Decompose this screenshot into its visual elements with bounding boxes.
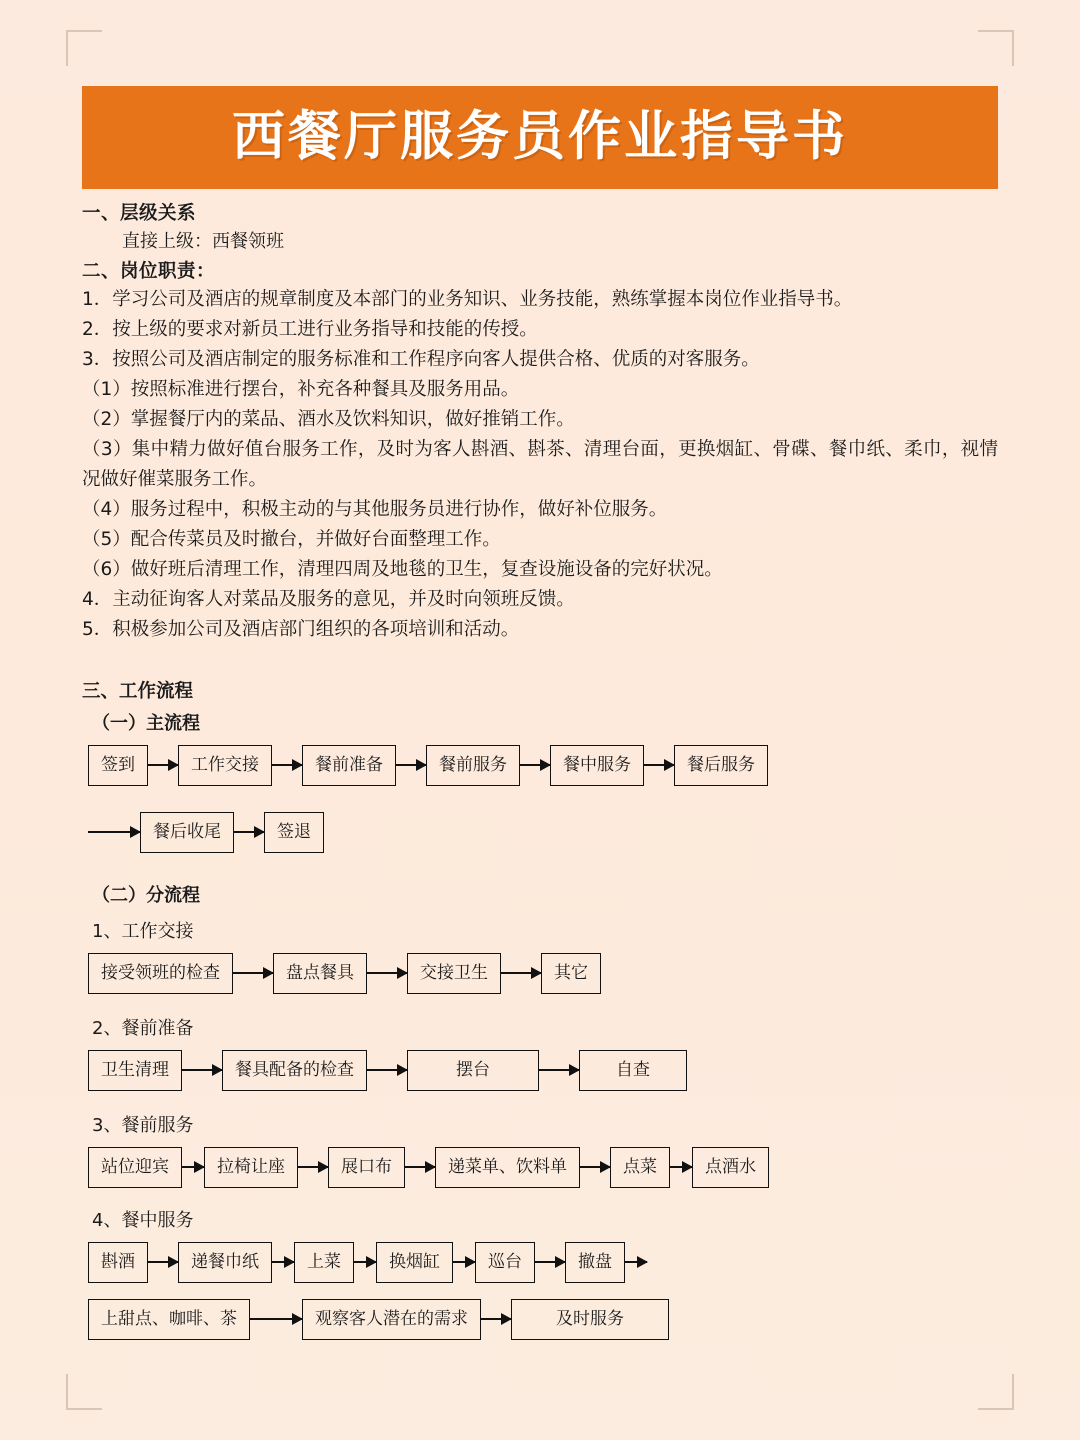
duty-item: 4．主动征询客人对菜品及服务的意见，并及时向领班反馈。	[82, 588, 575, 610]
arrow-icon	[535, 1261, 565, 1263]
flow-box[interactable]: 换烟缸	[376, 1242, 453, 1283]
document-content	[82, 86, 998, 1340]
arrow-icon	[481, 1318, 511, 1320]
crop-mark-top-right	[978, 30, 1014, 66]
sub-flow-label-handover: 1、工作交接	[92, 920, 194, 942]
flow-box[interactable]: 接受领班的检查	[88, 953, 233, 994]
flow-box[interactable]: 自查	[579, 1050, 687, 1091]
duty-item: （2）掌握餐厅内的菜品、酒水及饮料知识，做好推销工作。	[82, 408, 575, 430]
flow-box[interactable]: 盘点餐具	[273, 953, 367, 994]
flow-box[interactable]: 站位迎宾	[88, 1147, 182, 1188]
arrow-icon	[644, 764, 674, 766]
flow-box[interactable]: 其它	[541, 953, 601, 994]
flow-box[interactable]: 餐中服务	[550, 745, 644, 786]
duty-item: （1）按照标准进行摆台，补充各种餐具及服务用品。	[82, 378, 520, 400]
flow-box[interactable]: 交接卫生	[407, 953, 501, 994]
page-title: 西餐厅服务员作业指导书	[82, 86, 998, 189]
flow-box[interactable]: 签退	[264, 812, 324, 853]
flow-box[interactable]: 点菜	[610, 1147, 670, 1188]
sub-flow-label-in-meal-service: 4、餐中服务	[92, 1209, 194, 1231]
flow-box[interactable]: 餐具配备的检查	[222, 1050, 367, 1091]
arrow-icon	[148, 1261, 178, 1263]
arrow-icon	[396, 764, 426, 766]
arrow-icon	[250, 1318, 302, 1320]
arrow-icon	[298, 1166, 328, 1168]
crop-mark-bottom-left	[66, 1374, 102, 1410]
in-meal-row-1	[88, 1242, 998, 1283]
arrow-icon	[272, 1261, 294, 1263]
duty-item: 3．按照公司及酒店制定的服务标准和工作程序向客人提供合格、优质的对客服务。	[82, 348, 760, 370]
flow-box[interactable]: 餐前服务	[426, 745, 520, 786]
arrow-icon	[405, 1166, 435, 1168]
flow-box[interactable]: 递餐巾纸	[178, 1242, 272, 1283]
arrow-icon	[272, 764, 302, 766]
arrow-icon	[367, 972, 407, 974]
flow-box[interactable]: 拉椅让座	[204, 1147, 298, 1188]
section-heading-workflow: 三、工作流程	[82, 680, 194, 702]
flow-box[interactable]: 展口布	[328, 1147, 405, 1188]
flow-box[interactable]: 上菜	[294, 1242, 354, 1283]
flow-box[interactable]: 上甜点、咖啡、茶	[88, 1299, 250, 1340]
sub-flow-in-meal-service	[88, 1242, 998, 1340]
arrow-icon	[234, 831, 264, 833]
sub-flow-pre-meal-service	[88, 1147, 998, 1188]
duty-item: （3）集中精力做好值台服务工作，及时为客人斟酒、斟茶、清理台面，更换烟缸、骨碟、餐巾纸、柔巾，视情况做好催菜服务工作。	[82, 438, 998, 490]
arrow-icon	[182, 1166, 204, 1168]
main-flow-heading: （一）主流程	[92, 712, 200, 734]
flow-box[interactable]: 巡台	[475, 1242, 535, 1283]
crop-mark-top-left	[66, 30, 102, 66]
in-meal-row-2	[88, 1299, 998, 1340]
arrow-icon	[148, 764, 178, 766]
arrow-icon	[670, 1166, 692, 1168]
flow-box[interactable]: 摆台	[407, 1050, 539, 1091]
duty-item: 1．学习公司及酒店的规章制度及本部门的业务知识、业务技能，熟练掌握本岗位作业指导书。	[82, 289, 853, 310]
section-heading-duties: 二、岗位职责：	[82, 261, 216, 282]
flow-box[interactable]: 观察客人潜在的需求	[302, 1299, 481, 1340]
sub-flow-label-pre-meal-service: 3、餐前服务	[92, 1114, 194, 1136]
duty-item: （6）做好班后清理工作，清理四周及地毯的卫生，复查设施设备的完好状况。	[82, 558, 723, 580]
section-heading-hierarchy: 一、层级关系	[82, 203, 197, 224]
sub-flow-handover	[88, 953, 998, 994]
arrow-icon	[580, 1166, 610, 1168]
flow-box[interactable]: 工作交接	[178, 745, 272, 786]
flow-box[interactable]: 点酒水	[692, 1147, 769, 1188]
main-flow-diagram	[88, 745, 998, 853]
direct-supervisor-line: 直接上级：西餐领班	[122, 231, 284, 252]
sub-flow-heading: （二）分流程	[92, 884, 200, 906]
flow-box[interactable]: 斟酒	[88, 1242, 148, 1283]
flow-box[interactable]: 餐后收尾	[140, 812, 234, 853]
arrow-icon	[182, 1069, 222, 1071]
crop-mark-bottom-right	[978, 1374, 1014, 1410]
arrow-icon	[539, 1069, 579, 1071]
flow-box[interactable]: 及时服务	[511, 1299, 669, 1340]
sub-flow-preparation	[88, 1050, 998, 1091]
arrow-icon	[625, 1261, 647, 1263]
sub-flow-label-preparation: 2、餐前准备	[92, 1017, 194, 1039]
flow-box[interactable]: 递菜单、饮料单	[435, 1147, 580, 1188]
flow-box[interactable]: 餐后服务	[674, 745, 768, 786]
flow-box[interactable]: 卫生清理	[88, 1050, 182, 1091]
arrow-icon	[88, 831, 140, 833]
flow-box[interactable]: 撤盘	[565, 1242, 625, 1283]
arrow-icon	[520, 764, 550, 766]
main-flow-row-2	[88, 812, 998, 853]
duty-item: （4）服务过程中，积极主动的与其他服务员进行协作，做好补位服务。	[82, 498, 668, 520]
flow-box[interactable]: 签到	[88, 745, 148, 786]
arrow-icon	[233, 972, 273, 974]
arrow-icon	[354, 1261, 376, 1263]
arrow-icon	[367, 1069, 407, 1071]
duty-item: 5．积极参加公司及酒店部门组织的各项培训和活动。	[82, 618, 520, 640]
duty-item: （5）配合传菜员及时撤台，并做好台面整理工作。	[82, 528, 501, 550]
arrow-icon	[501, 972, 541, 974]
arrow-icon	[453, 1261, 475, 1263]
duty-item: 2．按上级的要求对新员工进行业务指导和技能的传授。	[82, 318, 538, 340]
main-flow-row-1	[88, 745, 998, 786]
flow-box[interactable]: 餐前准备	[302, 745, 396, 786]
